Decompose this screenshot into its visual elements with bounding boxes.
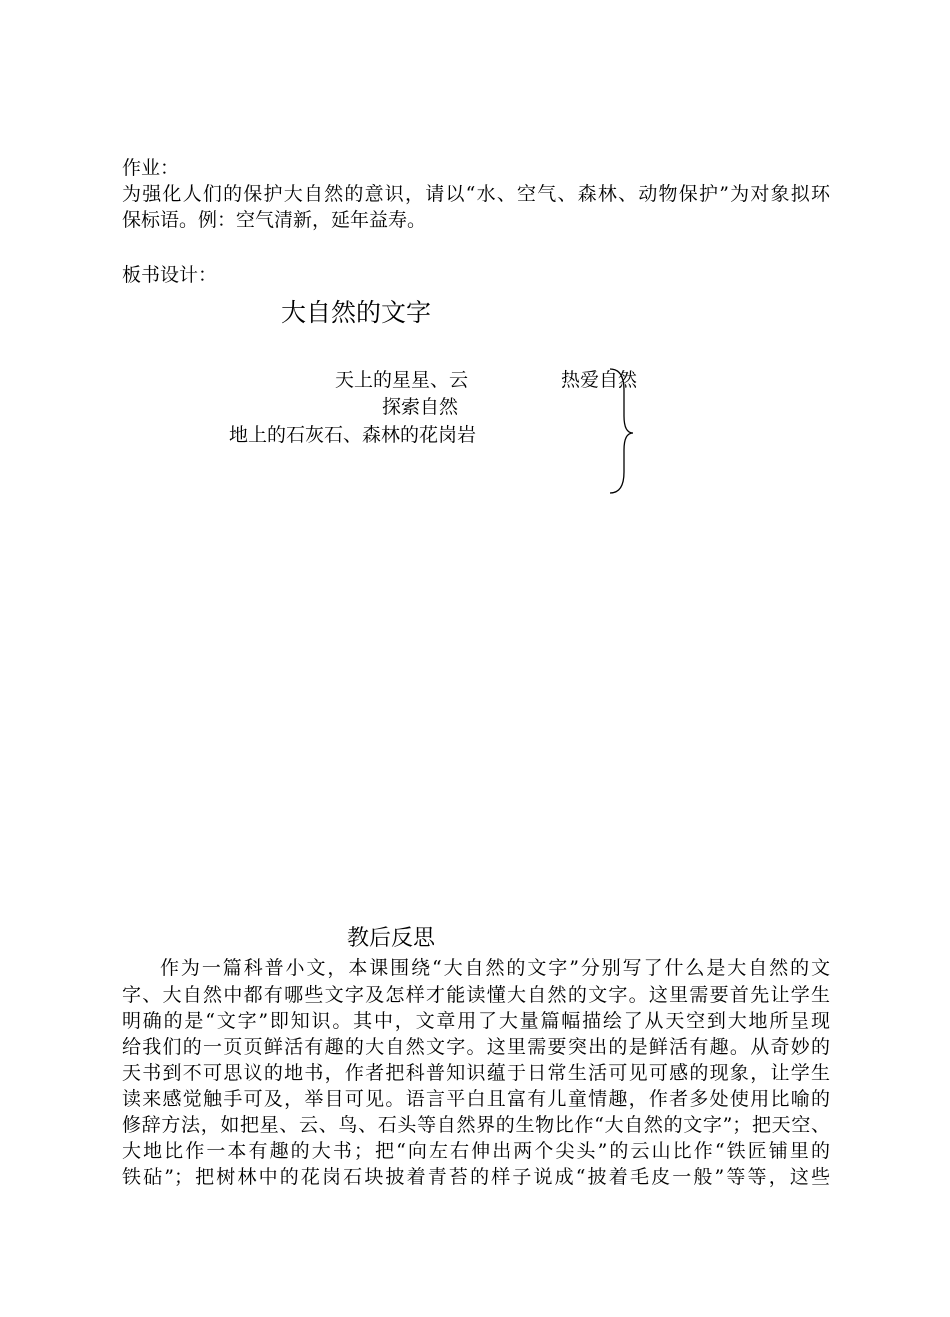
reflection-line: 给我们的一页页鲜活有趣的大自然文字。这里需要突出的是鲜活有趣。从奇妙的 bbox=[122, 1036, 830, 1058]
board-title: 大自然的文字 bbox=[281, 298, 432, 327]
reflection-title: 教后反思 bbox=[347, 926, 436, 951]
reflection-line: 字、大自然中都有哪些文字及怎样才能读懂大自然的文字。这里需要首先让学生 bbox=[122, 984, 830, 1006]
homework-line: 保标语。例：空气清新，延年益寿。 bbox=[122, 209, 427, 231]
reflection-line: 读来感觉触手可及，举目可见。语言平白且富有儿童情趣，作者多处使用比喻的 bbox=[122, 1088, 830, 1110]
reflection-line: 天书到不可思议的地书，作者把科普知识蕴于日常生活可见可感的现象，让学生 bbox=[122, 1062, 830, 1084]
board-sky: 天上的星星、云 bbox=[335, 369, 469, 391]
reflection-line: 明确的是“文字”即知识。其中，文章用了大量篇幅描绘了从天空到大地所呈现 bbox=[122, 1010, 830, 1032]
reflection-line: 大地比作一本有趣的大书；把“向左右伸出两个尖头”的云山比作“铁匠铺里的 bbox=[122, 1140, 830, 1162]
homework-label: 作业： bbox=[122, 157, 180, 179]
reflection-line: 修辞方法，如把星、云、鸟、石头等自然界的生物比作“大自然的文字”；把天空、 bbox=[122, 1114, 830, 1136]
reflection-line: 铁砧”；把树林中的花岗石块披着青苔的样子说成“披着毛皮一般”等等，这些 bbox=[122, 1166, 830, 1188]
reflection-line: 作为一篇科普小文，本课围绕“大自然的文字”分别写了什么是大自然的文 bbox=[160, 957, 830, 979]
board-love: 热爱自然 bbox=[561, 369, 638, 391]
board-earth: 地上的石灰石、森林的花岗岩 bbox=[229, 424, 477, 446]
board-label: 板书设计： bbox=[122, 264, 218, 286]
right-brace-icon bbox=[600, 366, 640, 496]
homework-line: 为强化人们的保护大自然的意识，请以“水、空气、森林、动物保护”为对象拟环 bbox=[122, 183, 830, 205]
board-explore: 探索自然 bbox=[382, 396, 459, 418]
